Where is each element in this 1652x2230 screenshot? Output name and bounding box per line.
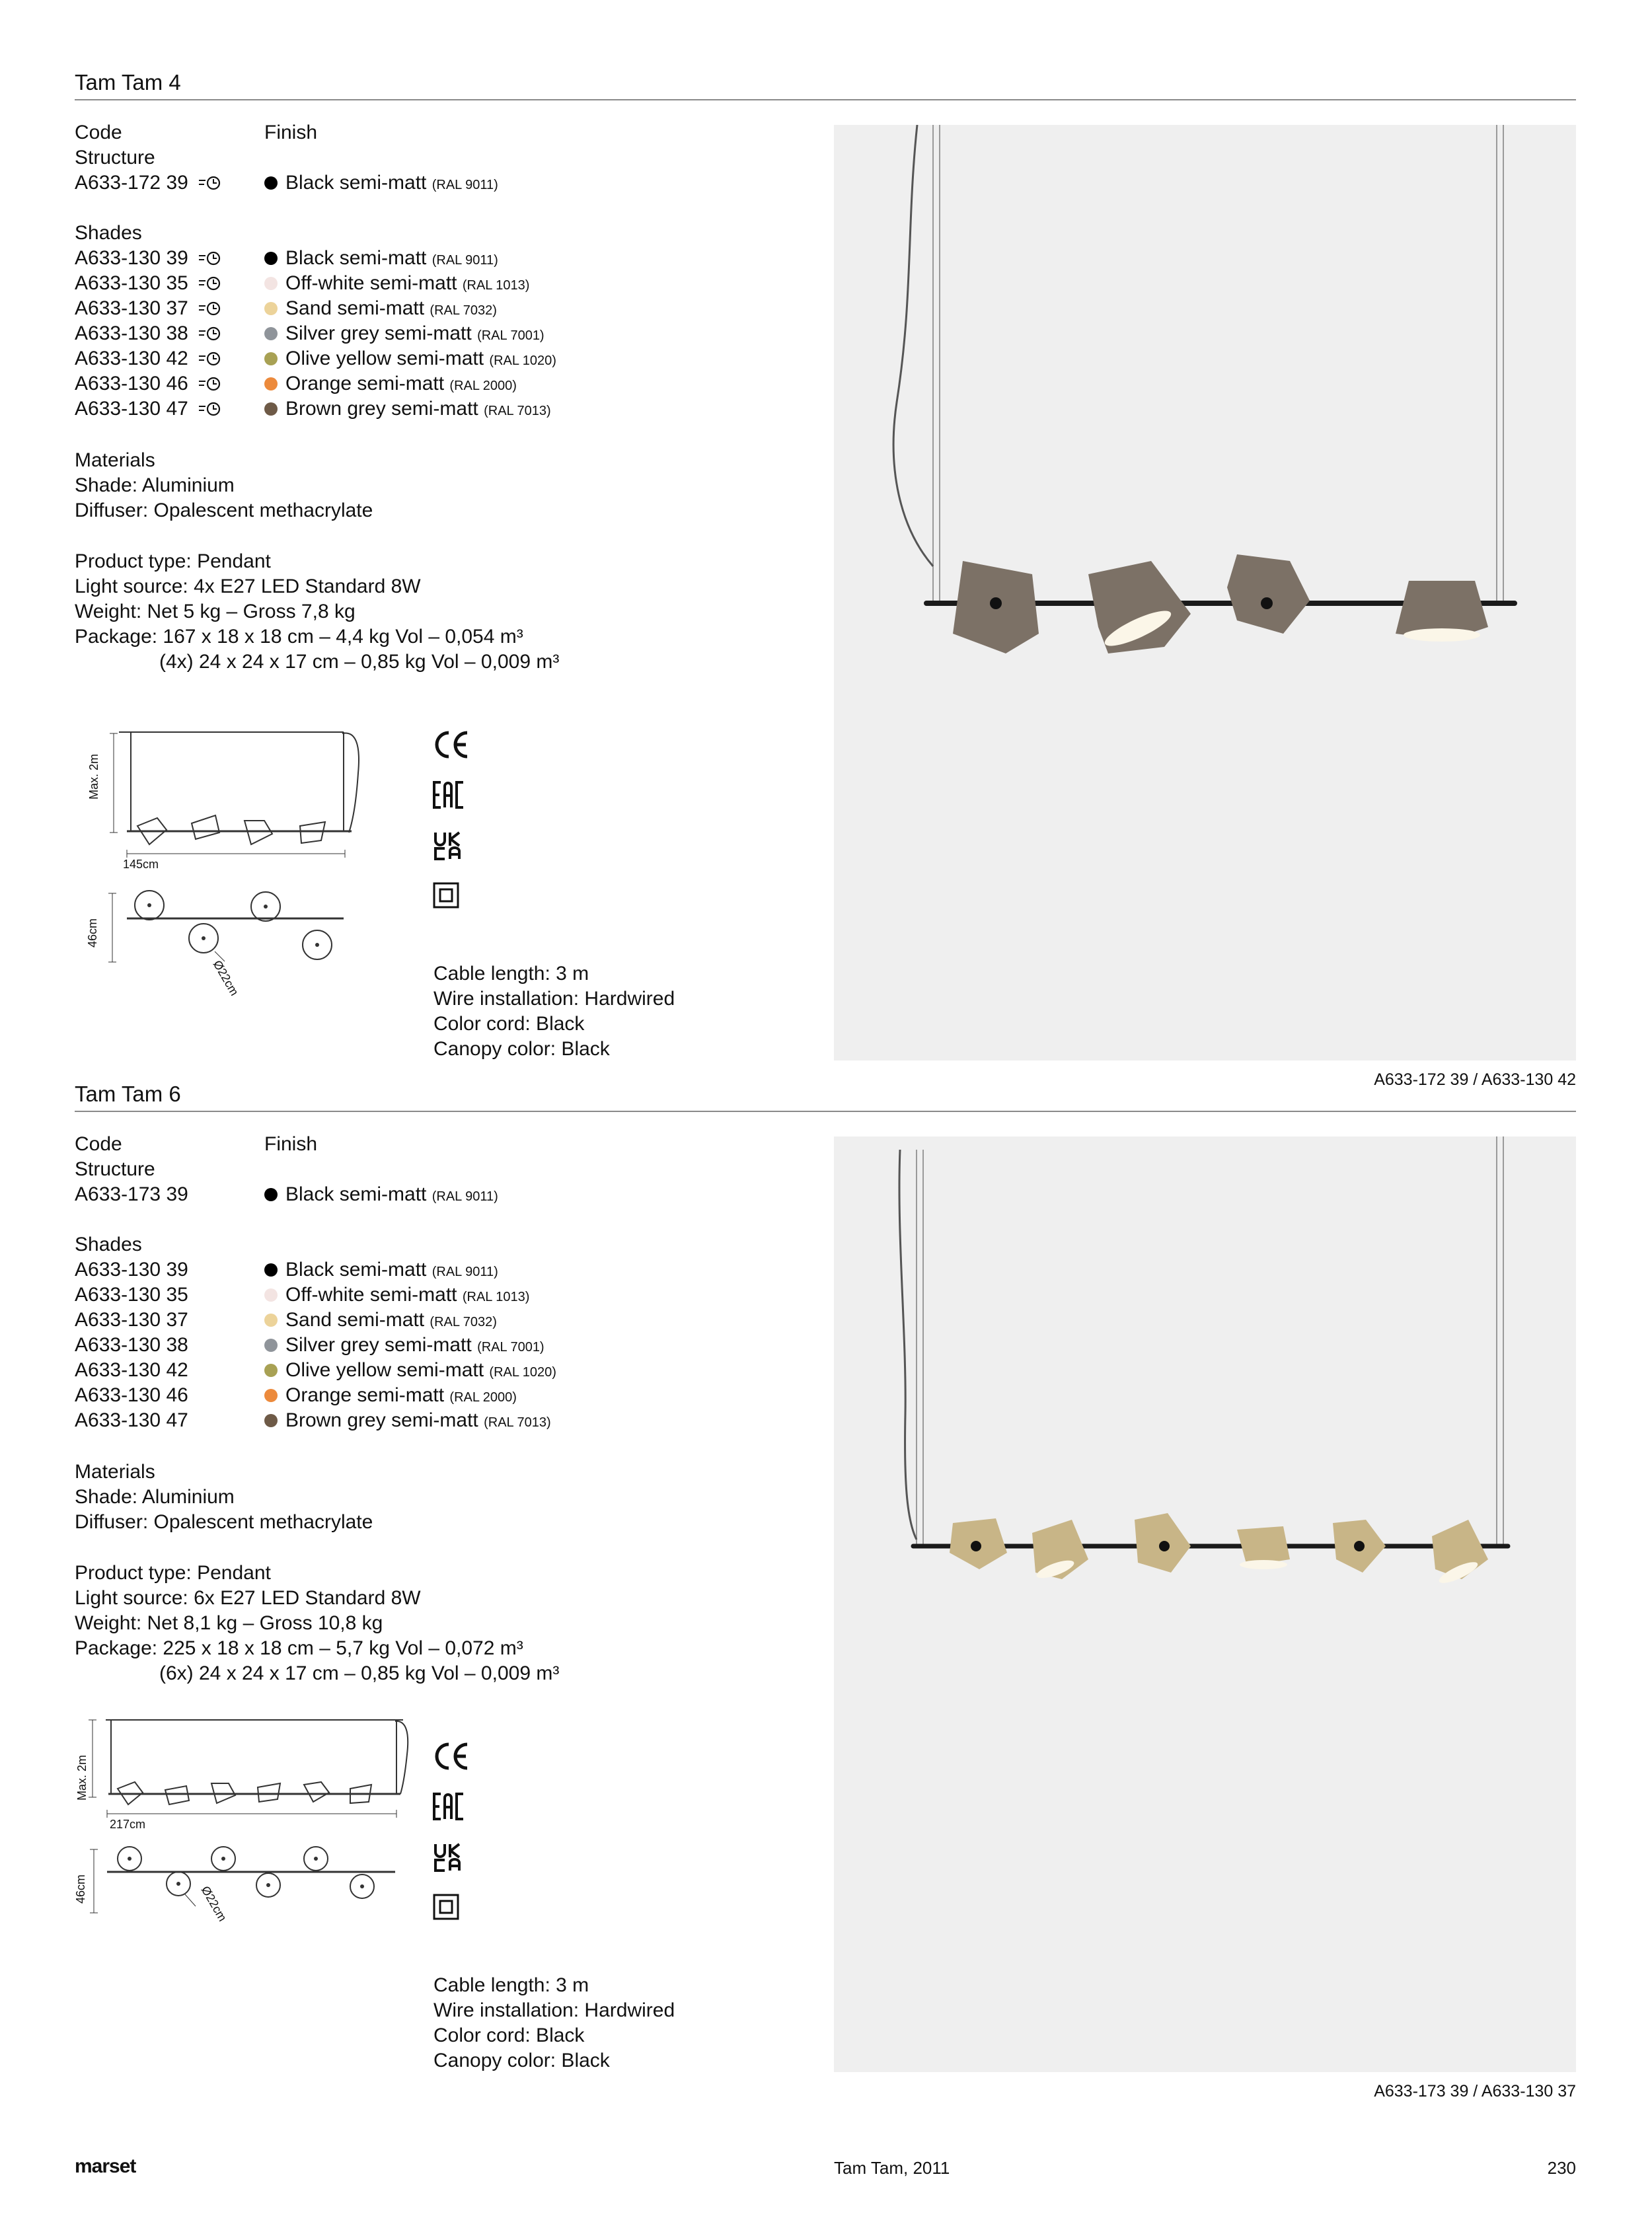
dim-height-label: Max. 2m — [87, 753, 100, 799]
code-header: Code — [75, 122, 122, 143]
color-dot — [264, 1414, 278, 1427]
dim-width-label: 145cm — [123, 858, 159, 871]
shade-row — [75, 1358, 669, 1383]
shade-finish: Orange semi-matt (RAL 2000) — [264, 1383, 517, 1410]
shade-row — [75, 1408, 669, 1433]
product-block: Product type: Pendant Light source: 4x E27 LED Standard 8W Weight: Net 5 kg – Gross 7,8 kg Package: 167 x 18 x 18 cm – 4,4 kg Vol – 0,054 m³ (4x) 24 x 24 x 17 cm – 0,85 kg Vol – 0,009 m³ — [75, 550, 560, 673]
color-dot — [264, 277, 278, 290]
shade-finish: Olive yellow semi-matt (RAL 1020) — [264, 346, 556, 373]
shade-finish: Silver grey semi-matt (RAL 7001) — [264, 1333, 544, 1360]
materials-block: Materials Shade: Aluminium Diffuser: Opalescent methacrylate — [75, 1461, 373, 1533]
shade-code: A633-130 47 — [75, 1409, 188, 1431]
shade-row — [75, 1333, 669, 1358]
footer-title: Tam Tam, 2011 — [834, 2158, 950, 2178]
shade-code: A633-130 42 — [75, 346, 223, 371]
ce-mark-icon — [433, 730, 471, 762]
eac-mark-icon — [433, 780, 465, 813]
shade-finish: Sand semi-matt (RAL 7032) — [264, 1308, 497, 1335]
structure-finish: Black semi-matt (RAL 9011) — [264, 170, 498, 198]
finish-header: Finish — [264, 1133, 318, 1155]
shade-row — [75, 1257, 669, 1282]
section-title: Tam Tam 4 — [75, 70, 181, 94]
shade-row — [75, 346, 669, 371]
structure-label: Structure — [75, 1158, 155, 1180]
shade-row — [75, 1383, 669, 1408]
shade-finish: Orange semi-matt (RAL 2000) — [264, 371, 517, 398]
color-dot — [264, 1314, 278, 1327]
materials-block: Materials Shade: Aluminium Diffuser: Opalescent methacrylate — [75, 449, 373, 521]
adjustable-timer-icon — [198, 399, 223, 416]
dim-depth-label: 46cm — [86, 918, 99, 948]
adjustable-timer-icon — [198, 324, 223, 341]
color-dot — [264, 252, 278, 265]
photo-caption: A633-172 39 / A633-130 42 — [1374, 1070, 1576, 1089]
shade-code: A633-130 42 — [75, 1359, 188, 1381]
shade-finish: Off-white semi-matt (RAL 1013) — [264, 1282, 529, 1310]
shade-finish: Silver grey semi-matt (RAL 7001) — [264, 321, 544, 348]
code-text: A633-172 39 — [75, 172, 188, 194]
ukca-mark-icon — [433, 1843, 462, 1875]
specs-block: Cable length: 3 m Wire installation: Hardwired Color cord: Black Canopy color: Black — [433, 963, 675, 1060]
code-header: Code — [75, 1133, 122, 1155]
color-dot — [264, 1389, 278, 1402]
shade-row — [75, 271, 669, 296]
product-block: Product type: Pendant Light source: 6x E27 LED Standard 8W Weight: Net 8,1 kg – Gross 10,8 kg Package: 225 x 18 x 18 cm – 5,7 kg Vol – 0,072 m³ (6x) 24 x 24 x 17 cm – 0,85 kg Vol – 0,009 m³ — [75, 1562, 560, 1684]
shade-row — [75, 371, 669, 396]
adjustable-timer-icon — [198, 299, 223, 316]
shade-code: A633-130 39 — [75, 1259, 188, 1281]
shade-code: A633-130 46 — [75, 1384, 188, 1406]
shade-finish: Black semi-matt (RAL 9011) — [264, 246, 498, 273]
structure-code — [75, 170, 223, 196]
color-dot — [264, 1339, 278, 1352]
adjustable-timer-icon — [198, 248, 223, 266]
shade-finish: Off-white semi-matt (RAL 1013) — [264, 271, 529, 298]
shade-row — [75, 1308, 669, 1333]
divider — [75, 1111, 1576, 1112]
shade-row — [75, 321, 669, 346]
dimension-drawing — [66, 1715, 410, 1939]
shade-row — [75, 246, 669, 271]
shade-code: A633-130 39 — [75, 246, 223, 271]
color-dot — [264, 402, 278, 416]
shades-label: Shades — [75, 222, 142, 244]
shade-code: A633-130 37 — [75, 296, 223, 321]
color-dot — [264, 1288, 278, 1302]
specs-block: Cable length: 3 m Wire installation: Hardwired Color cord: Black Canopy color: Black — [433, 1974, 675, 2071]
shade-finish: Olive yellow semi-matt (RAL 1020) — [264, 1358, 556, 1385]
class-ii-icon — [433, 882, 459, 912]
ce-mark-icon — [433, 1742, 471, 1774]
color-dot — [264, 377, 278, 390]
shade-code: A633-130 38 — [75, 1334, 188, 1356]
section-title: Tam Tam 6 — [75, 1082, 181, 1106]
color-dot — [264, 1364, 278, 1377]
shade-row — [75, 1282, 669, 1308]
shade-row — [75, 396, 669, 422]
dimension-drawing — [86, 727, 396, 998]
structure-label: Structure — [75, 147, 155, 168]
brand-logo: marset — [75, 2155, 136, 2177]
color-dot — [264, 1188, 278, 1201]
adjustable-timer-icon — [198, 173, 223, 190]
shade-finish: Brown grey semi-matt (RAL 7013) — [264, 396, 551, 424]
structure-code: A633-173 39 — [75, 1183, 188, 1205]
dim-diameter-label: Ø22cm — [198, 1884, 230, 1924]
dim-diameter-label: Ø22cm — [210, 958, 242, 998]
adjustable-timer-icon — [198, 349, 223, 366]
finish-header: Finish — [264, 122, 318, 143]
class-ii-icon — [433, 1894, 459, 1923]
shade-code: A633-130 46 — [75, 371, 223, 396]
shade-finish: Brown grey semi-matt (RAL 7013) — [264, 1408, 551, 1435]
shade-finish: Sand semi-matt (RAL 7032) — [264, 296, 497, 323]
dim-height-label: Max. 2m — [75, 1754, 89, 1801]
dim-depth-label: 46cm — [74, 1874, 87, 1904]
color-dot — [264, 1263, 278, 1277]
shade-row — [75, 296, 669, 321]
shade-finish: Black semi-matt (RAL 9011) — [264, 1257, 498, 1284]
structure-finish: Black semi-matt (RAL 9011) — [264, 1182, 498, 1209]
color-dot — [264, 327, 278, 340]
color-dot — [264, 176, 278, 190]
shades-label: Shades — [75, 1234, 142, 1255]
color-dot — [264, 352, 278, 365]
shade-code: A633-130 47 — [75, 396, 223, 422]
color-dot — [264, 302, 278, 315]
shade-code: A633-130 35 — [75, 1284, 188, 1306]
shade-code: A633-130 35 — [75, 271, 223, 296]
product-photo — [834, 125, 1576, 1060]
shade-code: A633-130 37 — [75, 1309, 188, 1331]
photo-caption: A633-173 39 / A633-130 37 — [1374, 2082, 1576, 2100]
ukca-mark-icon — [433, 831, 462, 864]
dim-width-label: 217cm — [110, 1818, 146, 1831]
divider — [75, 99, 1576, 100]
eac-mark-icon — [433, 1791, 465, 1825]
page-number: 230 — [1547, 2158, 1576, 2178]
adjustable-timer-icon — [198, 374, 223, 391]
adjustable-timer-icon — [198, 274, 223, 291]
product-photo — [834, 1136, 1576, 2072]
shade-code: A633-130 38 — [75, 321, 223, 346]
